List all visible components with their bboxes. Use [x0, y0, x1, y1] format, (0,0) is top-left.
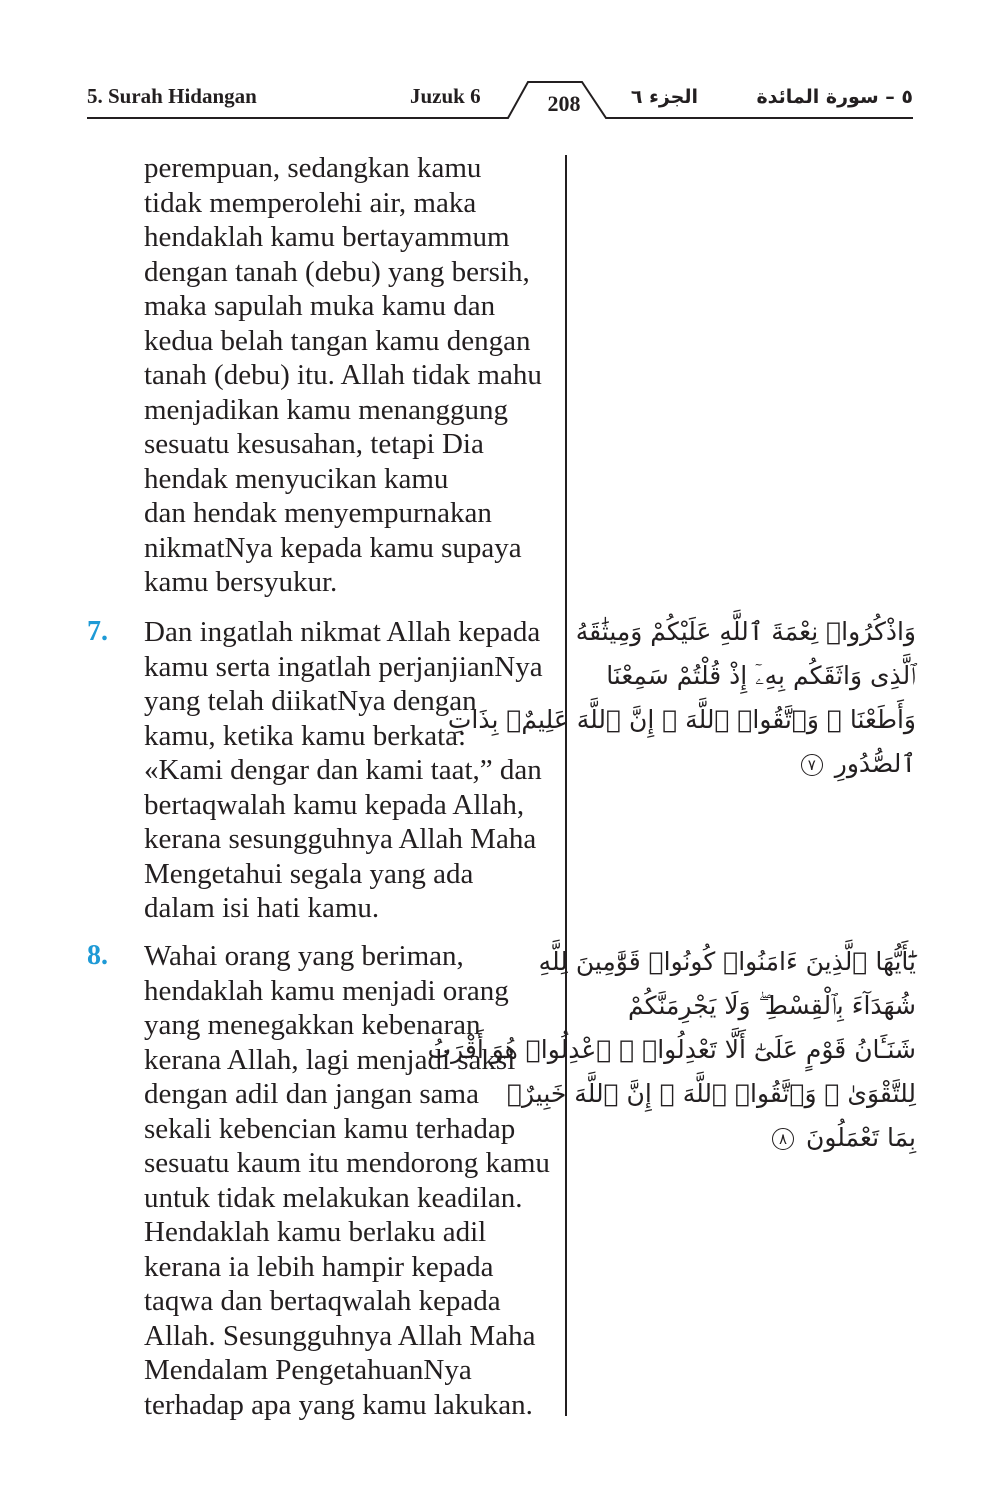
text-line: «Kami dengar dan kami taat,” dan [144, 754, 542, 786]
text-line: kamu serta ingatlah perjanjianNya [144, 650, 543, 683]
ayah-marker-icon: ٧ [801, 754, 823, 776]
text-line: Mendalam PengetahuanNya [144, 1354, 472, 1386]
text-line: kamu bersyukur. [144, 566, 338, 598]
arabic-line-text: ٱلصُّدُورِ [834, 749, 916, 778]
text-line: untuk tidak melakukan keadilan. [144, 1181, 523, 1214]
arabic-line-last [581, 1116, 916, 1160]
header-arabic-surah: ٥ – سورة المائدة [756, 86, 913, 108]
text-line: nikmatNya kepada kamu supaya [144, 531, 522, 564]
arabic-line: وَأَطَعْنَا ۖ وَٱتَّقُوا۟ ٱللَّهَ ۚ إِنَّ ٱللَّهَ عَلِيمٌۢ بِذَاتِ [447, 705, 916, 734]
text-line: sesuatu kaum itu mendorong kamu [144, 1147, 550, 1179]
arabic-line: ٱلَّذِى وَاثَقَكُم بِهِۦٓ إِذْ قُلْتُمْ سَمِعْنَا [606, 661, 916, 690]
text-line: Wahai orang yang beriman, [144, 940, 464, 972]
text-line: hendaklah kamu menjadi orang [144, 974, 509, 1007]
header-arabic-juz: الجزء ٦ [630, 86, 698, 108]
verse-7-translation [144, 615, 564, 926]
text-line: perempuan, sedangkan kamu [144, 152, 482, 184]
text-line: sekali kebencian kamu terhadap [144, 1112, 516, 1145]
text-line: kerana Allah, lagi menjadi saksi [144, 1043, 516, 1076]
text-line: kamu, ketika kamu berkata: [144, 719, 467, 752]
continuation-text [144, 151, 564, 600]
text-line: Hendaklah kamu berlaku adil [144, 1216, 487, 1248]
text-line: hendaklah kamu bertayammum [144, 221, 510, 253]
text-line: dengan tanah (debu) yang bersih, [144, 255, 530, 288]
text-line: yang menegakkan kebenaran [144, 1009, 481, 1041]
text-line: Mengetahui segala yang ada [144, 857, 474, 890]
text-line: Dan ingatlah nikmat Allah kepada [144, 616, 541, 648]
verse-number-7: 7. [87, 616, 108, 647]
column-divider [565, 155, 567, 1416]
header-rule [0, 0, 1000, 130]
ayah-marker-icon: ٨ [772, 1128, 794, 1150]
arabic-line: شَنَـَٔانُ قَوْمٍ عَلَىٰٓ أَلَّا تَعْدِلُوا۟ ۚ ٱعْدِلُوا۟ هُوَ أَقْرَبُ [427, 1035, 916, 1064]
text-line: dan hendak menyempurnakan [144, 497, 492, 529]
text-line: tanah (debu) itu. Allah tidak mahu [144, 359, 542, 391]
text-line: hendak menyucikan kamu [144, 462, 449, 495]
page-number: 208 [547, 91, 581, 116]
text-line: dalam isi hati kamu. [144, 892, 380, 924]
text-line: yang telah diikatNya dengan [144, 685, 477, 717]
verse-7-arabic [447, 610, 916, 786]
arabic-line: لِلتَّقْوَىٰ ۖ وَٱتَّقُوا۟ ٱللَّهَ ۚ إِنَّ ٱللَّهَ خَبِيرٌۢ [507, 1079, 916, 1108]
verse-8-translation [144, 939, 564, 1422]
text-line: terhadap apa yang kamu lakukan. [144, 1388, 533, 1421]
text-line: maka sapulah muka kamu dan [144, 290, 496, 322]
text-line: kerana sesungguhnya Allah Maha [144, 823, 537, 855]
text-line: taqwa dan bertaqwalah kepada [144, 1285, 501, 1317]
arabic-line: شُهَدَآءَ بِٱلْقِسْطِ ۖ وَلَا يَجْرِمَنَّكُمْ [628, 991, 916, 1020]
text-line: dengan adil dan jangan sama [144, 1078, 479, 1110]
text-line: kerana ia lebih hampir kepada [144, 1250, 494, 1283]
text-line: menjadikan kamu menanggung [144, 393, 509, 426]
arabic-line-last [581, 742, 916, 786]
header-juzuk: Juzuk 6 [410, 84, 481, 108]
arabic-line: يَٰٓأَيُّهَا ٱلَّذِينَ ءَامَنُوا۟ كُونُوا۟ قَوَّٰمِينَ لِلَّهِ [538, 947, 916, 976]
text-line: tidak memperolehi air, maka [144, 186, 477, 219]
arabic-line: وَاذْكُرُوا۟ نِعْمَةَ ٱللَّهِ عَلَيْكُمْ وَمِيثَٰقَهُ [575, 617, 916, 646]
verse-8-arabic [427, 940, 916, 1160]
arabic-line-text: بِمَا تَعْمَلُونَ [806, 1123, 916, 1152]
text-line: bertaqwalah kamu kepada Allah, [144, 788, 525, 821]
verse-number-8: 8. [87, 940, 108, 971]
header-surah-name: 5. Surah Hidangan [87, 84, 257, 108]
text-line: Allah. Sesungguhnya Allah Maha [144, 1319, 536, 1352]
text-line: sesuatu kesusahan, tetapi Dia [144, 428, 484, 460]
text-line: kedua belah tangan kamu dengan [144, 324, 531, 357]
